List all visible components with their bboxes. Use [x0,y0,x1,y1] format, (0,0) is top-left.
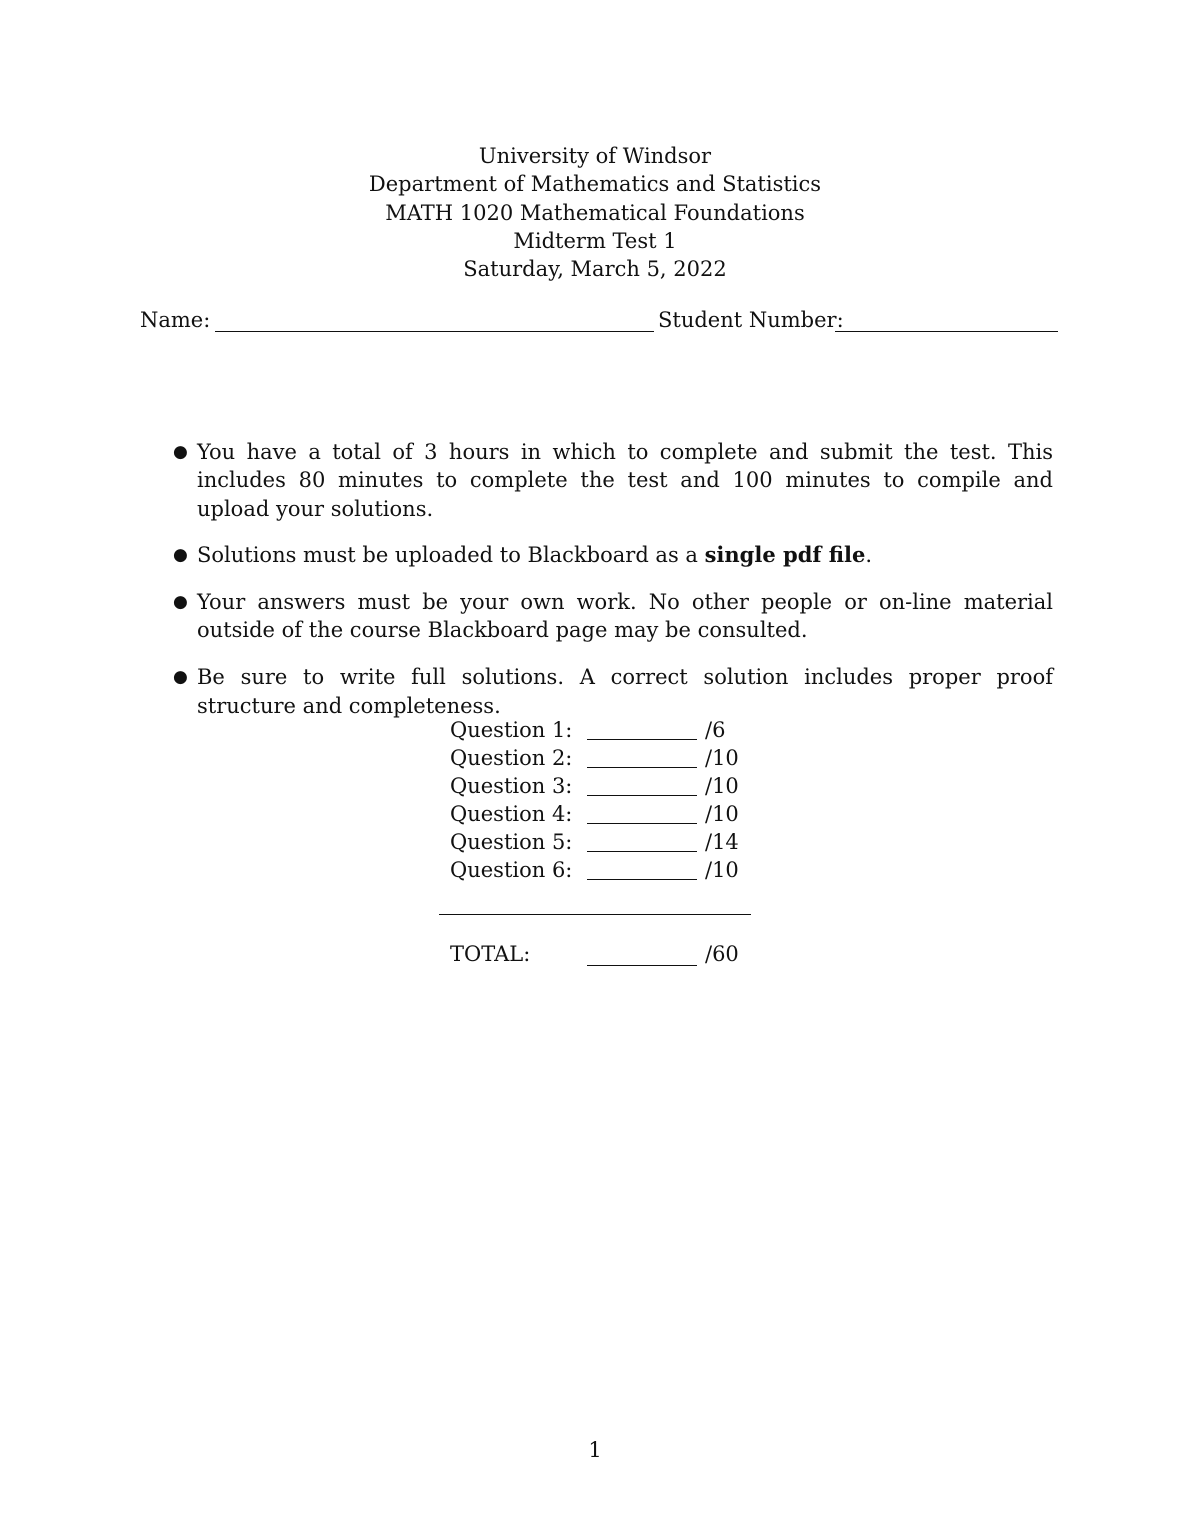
total-row [450,942,750,970]
score-max: /10 [705,858,739,882]
total-divider [439,914,751,915]
department-name: Department of Mathematics and Statistics [368,172,822,197]
instruction-text: Solutions must be uploaded to Blackboard as a [197,543,705,568]
score-table [450,716,750,884]
question-label: Question 1: [450,718,573,742]
score-row [450,828,750,856]
question-label: Question 3: [450,774,573,798]
score-row [450,716,750,744]
bullet-icon: ● [173,442,188,462]
student-number-label: Student Number: [658,308,844,332]
bullet-icon: ● [173,545,188,566]
question-label: Question 2: [450,746,573,770]
university-name: University of Windsor [478,144,712,168]
bullet-icon: ● [173,667,188,688]
total-blank[interactable] [587,965,697,966]
page-number: 1 [588,1438,602,1462]
course-title: MATH 1020 Mathematical Foundations [385,200,805,225]
score-row [450,772,750,800]
student-number-field[interactable] [835,331,1058,332]
exam-header [0,142,1190,283]
score-max: /6 [705,718,726,742]
score-blank[interactable] [587,795,697,796]
instruction-text: Your answers must be your own work. No other people or on-line material outside of the course Blackboard page may be consulted. [197,590,1053,643]
score-blank[interactable] [587,767,697,768]
score-blank[interactable] [587,823,697,824]
total-label: TOTAL: [450,942,531,966]
bullet-icon: ● [173,592,188,613]
question-label: Question 4: [450,802,573,826]
score-row [450,800,750,828]
test-date: Saturday, March 5, 2022 [463,257,727,282]
score-blank[interactable] [587,739,697,740]
score-max: /14 [705,830,739,854]
list-item [173,541,1053,569]
total-max: /60 [705,942,739,966]
score-max: /10 [705,802,739,826]
student-id-row [140,308,1058,338]
instruction-text-end: . [865,543,873,568]
question-label: Question 6: [450,858,573,882]
score-row [450,744,750,772]
instruction-emphasis: single pdf file [704,542,866,568]
list-item [173,588,1053,645]
instruction-text: You have a total of 3 hours in which to complete and submit the test. This includes 80 minutes to complete the test and 100 minutes to compile and upload your solutions. [197,440,1053,521]
list-item [173,663,1053,720]
list-item [173,438,1053,523]
score-max: /10 [705,746,739,770]
instructions-list [173,438,1053,738]
instruction-text: Be sure to write full solutions. A correct solution includes proper proof structure and completeness. [197,665,1053,718]
score-blank[interactable] [587,879,697,880]
score-blank[interactable] [587,851,697,852]
test-title: Midterm Test 1 [513,228,677,253]
name-label: Name: [140,308,211,332]
score-max: /10 [705,774,739,798]
question-label: Question 5: [450,830,573,854]
name-field[interactable] [215,331,654,332]
score-row [450,856,750,884]
